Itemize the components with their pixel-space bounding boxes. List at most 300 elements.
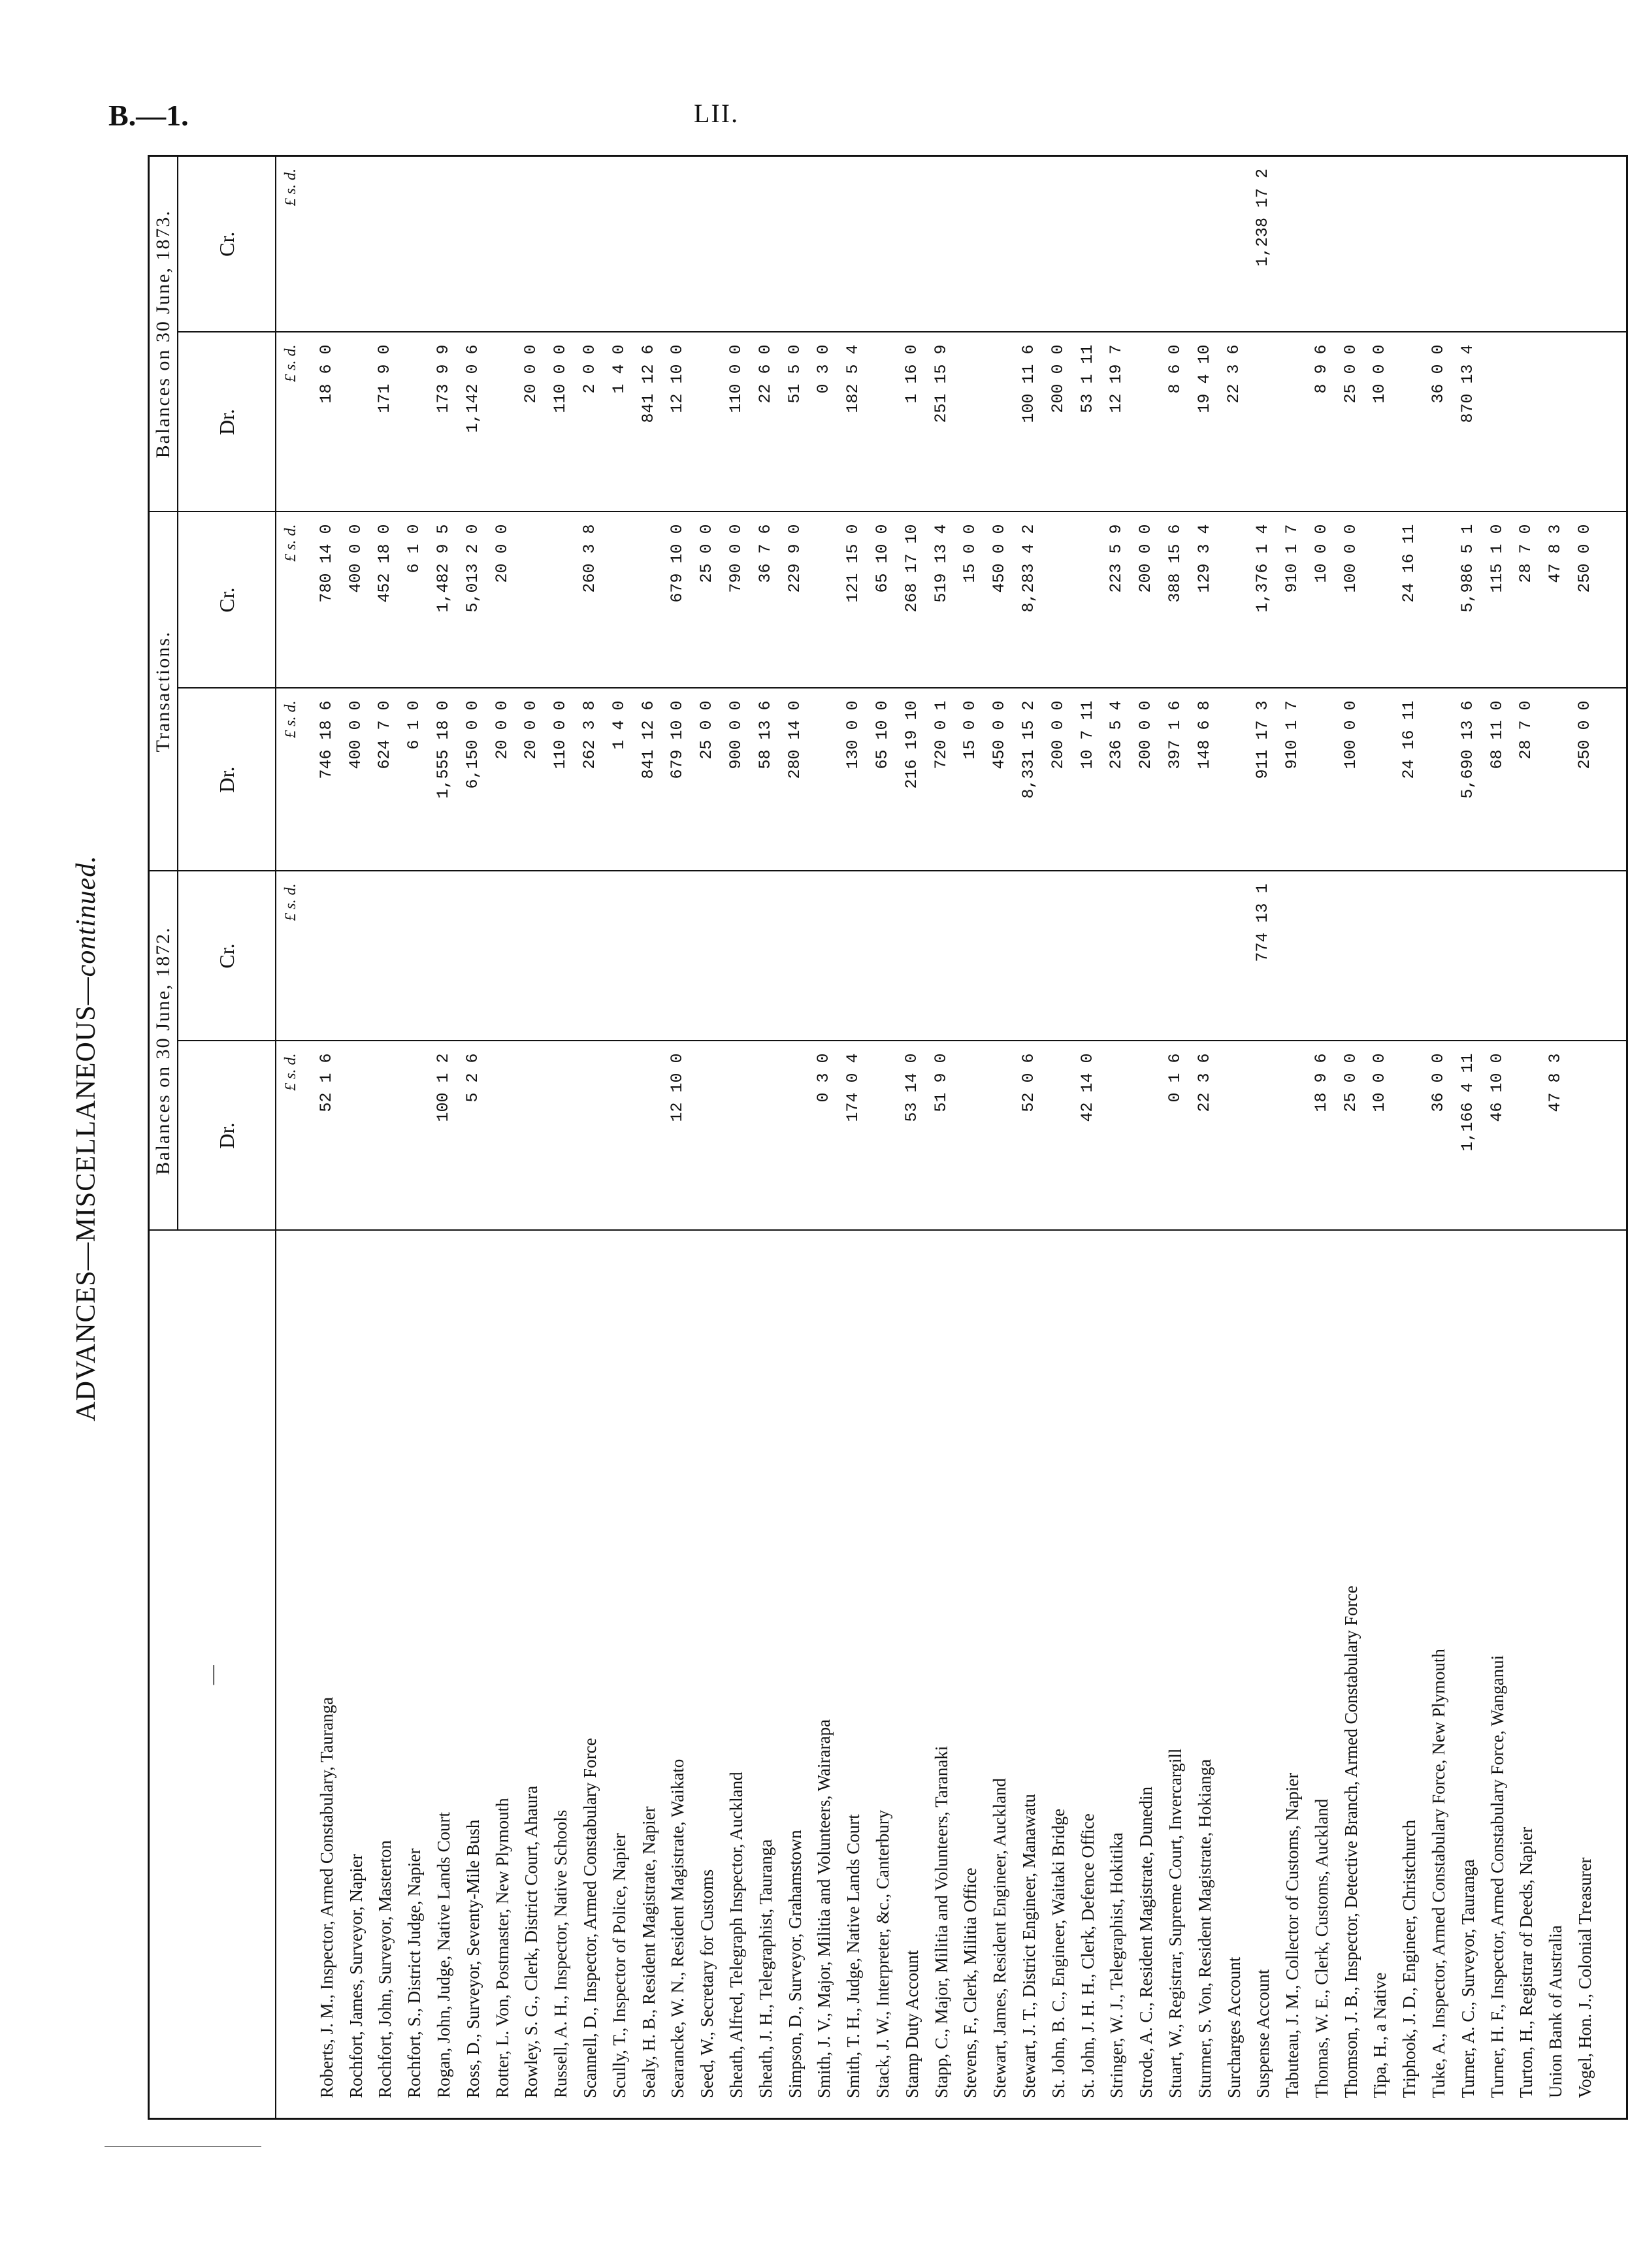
account-name: Tabuteau, J. M., Collector of Customs, Napier bbox=[1278, 1231, 1307, 2119]
table-row bbox=[1131, 155, 1161, 2118]
amount-tcr: 452 18 0 bbox=[370, 511, 400, 688]
amount-tcr: 679 10 0 bbox=[663, 511, 692, 688]
amount-b72cr bbox=[370, 871, 400, 1041]
amount-tdr bbox=[1424, 688, 1454, 871]
amount-b72dr bbox=[1512, 1041, 1541, 1231]
table-row bbox=[400, 155, 429, 2118]
amount-tcr: 1,376 1 4 bbox=[1248, 511, 1278, 688]
account-name: Stack, J. W., Interpreter, &c., Canterbury bbox=[868, 1231, 898, 2119]
amount-b73dr: 12 10 0 bbox=[663, 332, 692, 511]
amount-b72cr bbox=[868, 871, 898, 1041]
amount-b72dr bbox=[1044, 1041, 1073, 1231]
amount-tdr: 200 0 0 bbox=[1131, 688, 1161, 871]
amount-tdr: 130 0 0 bbox=[839, 688, 868, 871]
amount-b73dr: 19 4 10 bbox=[1190, 332, 1220, 511]
amount-b72dr: 46 10 0 bbox=[1483, 1041, 1512, 1231]
footer-rule bbox=[105, 2146, 261, 2163]
amount-b73dr: 18 6 0 bbox=[306, 332, 342, 511]
amount-b73cr bbox=[839, 155, 868, 332]
dr-header: Dr. bbox=[178, 1041, 276, 1231]
balances-1873-header: Balances on 30 June, 1873. bbox=[149, 155, 178, 511]
amount-b72cr bbox=[722, 871, 751, 1041]
amount-tdr: 624 7 0 bbox=[370, 688, 400, 871]
dr-header: Dr. bbox=[178, 688, 276, 871]
amount-b73cr bbox=[1131, 155, 1161, 332]
amount-b73dr bbox=[985, 332, 1015, 511]
amount-b73dr bbox=[1395, 332, 1424, 511]
amount-b72cr bbox=[898, 871, 927, 1041]
amount-b73cr bbox=[576, 155, 605, 332]
account-name: St. John, J. H. H., Clerk, Defence Office bbox=[1073, 1231, 1103, 2119]
amount-b73cr bbox=[956, 155, 985, 332]
table-row bbox=[1395, 155, 1424, 2118]
table-row bbox=[839, 155, 868, 2118]
amount-b73dr bbox=[342, 332, 371, 511]
account-name: St. John, B. C., Engineer, Waitaki Bridge bbox=[1044, 1231, 1073, 2119]
account-name: Thomas, W. E., Clerk, Customs, Auckland bbox=[1307, 1231, 1337, 2119]
amount-b73dr: 1 16 0 bbox=[898, 332, 927, 511]
table-row bbox=[692, 155, 722, 2118]
amount-b73cr bbox=[429, 155, 459, 332]
amount-b72dr bbox=[1278, 1041, 1307, 1231]
table-row bbox=[1337, 155, 1366, 2118]
amount-tdr: 450 0 0 bbox=[985, 688, 1015, 871]
account-name: Surcharges Account bbox=[1220, 1231, 1249, 2119]
amount-b72cr bbox=[1337, 871, 1366, 1041]
currency-units: £ s. d. bbox=[276, 511, 306, 688]
amount-b72dr bbox=[985, 1041, 1015, 1231]
amount-b73cr bbox=[722, 155, 751, 332]
amount-b73dr: 841 12 6 bbox=[634, 332, 664, 511]
account-name: Tuke, A., Inspector, Armed Constabulary Force, New Plymouth bbox=[1424, 1231, 1454, 2119]
transactions-header: Transactions. bbox=[149, 511, 178, 871]
amount-tdr: 68 11 0 bbox=[1483, 688, 1512, 871]
amount-tdr: 100 0 0 bbox=[1337, 688, 1366, 871]
amount-b73dr bbox=[1571, 332, 1627, 511]
amount-tdr: 911 17 3 bbox=[1248, 688, 1278, 871]
amount-b72cr bbox=[1307, 871, 1337, 1041]
amount-b73dr: 2 0 0 bbox=[576, 332, 605, 511]
amount-b72cr bbox=[1015, 871, 1044, 1041]
amount-b72cr bbox=[429, 871, 459, 1041]
amount-b72cr bbox=[1131, 871, 1161, 1041]
amount-tdr: 262 3 8 bbox=[576, 688, 605, 871]
table-row bbox=[868, 155, 898, 2118]
table-row bbox=[517, 155, 546, 2118]
cr-header: Cr. bbox=[178, 155, 276, 332]
title-main: ADVANCES—MISCELLANEOUS— bbox=[71, 977, 101, 1421]
amount-b73cr bbox=[1015, 155, 1044, 332]
amount-b73dr: 870 13 4 bbox=[1454, 332, 1483, 511]
amount-b72dr: 100 1 2 bbox=[429, 1041, 459, 1231]
amount-b73cr: 1,238 17 2 bbox=[1248, 155, 1278, 332]
amount-b73dr bbox=[1131, 332, 1161, 511]
amount-b72cr bbox=[1161, 871, 1190, 1041]
amount-b73cr bbox=[1424, 155, 1454, 332]
amount-b73cr bbox=[985, 155, 1015, 332]
amount-b72cr bbox=[546, 871, 576, 1041]
amount-tdr: 280 14 0 bbox=[781, 688, 810, 871]
amount-b73dr bbox=[1541, 332, 1571, 511]
balances-1872-header: Balances on 30 June, 1872. bbox=[149, 871, 178, 1231]
amount-b73cr bbox=[1395, 155, 1424, 332]
table-title bbox=[71, 157, 102, 2120]
amount-b72dr bbox=[781, 1041, 810, 1231]
currency-units: £ s. d. bbox=[276, 688, 306, 871]
amount-tdr bbox=[1541, 688, 1571, 871]
amount-b73cr bbox=[459, 155, 488, 332]
table-row bbox=[605, 155, 634, 2118]
amount-b72cr bbox=[956, 871, 985, 1041]
amount-tcr: 47 8 3 bbox=[1541, 511, 1571, 688]
amount-b73cr bbox=[1161, 155, 1190, 332]
amount-b72cr bbox=[663, 871, 692, 1041]
amount-b73cr bbox=[370, 155, 400, 332]
amount-tcr bbox=[1220, 511, 1249, 688]
amount-b72cr bbox=[634, 871, 664, 1041]
amount-b73dr: 100 11 6 bbox=[1015, 332, 1044, 511]
amount-b73cr bbox=[1278, 155, 1307, 332]
amount-tcr: 1,482 9 5 bbox=[429, 511, 459, 688]
table-row bbox=[956, 155, 985, 2118]
amount-tdr: 746 18 6 bbox=[306, 688, 342, 871]
amount-tdr: 841 12 6 bbox=[634, 688, 664, 871]
account-name: Turner, H. F., Inspector, Armed Constabulary Force, Wanganui bbox=[1483, 1231, 1512, 2119]
page-number: LII. bbox=[694, 99, 740, 128]
amount-b72cr bbox=[927, 871, 956, 1041]
table-row bbox=[1015, 155, 1044, 2118]
amount-b73cr bbox=[634, 155, 664, 332]
amount-b73cr bbox=[1454, 155, 1483, 332]
amount-b72cr bbox=[1424, 871, 1454, 1041]
amount-b72dr bbox=[605, 1041, 634, 1231]
amount-tdr: 216 19 10 bbox=[898, 688, 927, 871]
amount-b73cr bbox=[663, 155, 692, 332]
amount-b73cr bbox=[1365, 155, 1395, 332]
amount-tcr bbox=[634, 511, 664, 688]
amount-b72cr bbox=[488, 871, 517, 1041]
amount-tcr: 780 14 0 bbox=[306, 511, 342, 688]
amount-b72cr bbox=[1454, 871, 1483, 1041]
account-name: Roberts, J. M., Inspector, Armed Constabulary, Tauranga bbox=[306, 1231, 342, 2119]
amount-tcr: 24 16 11 bbox=[1395, 511, 1424, 688]
amount-b72dr bbox=[1102, 1041, 1131, 1231]
amount-b72dr bbox=[751, 1041, 781, 1231]
account-name: Turner, A. C., Surveyor, Tauranga bbox=[1454, 1231, 1483, 2119]
amount-b72dr: 0 1 6 bbox=[1161, 1041, 1190, 1231]
amount-tcr bbox=[605, 511, 634, 688]
table-row bbox=[1512, 155, 1541, 2118]
amount-tdr bbox=[1220, 688, 1249, 871]
account-name: Smith, T. H., Judge, Native Lands Court bbox=[839, 1231, 868, 2119]
amount-b72dr bbox=[868, 1041, 898, 1231]
amount-b73dr: 171 9 0 bbox=[370, 332, 400, 511]
amount-b72dr bbox=[400, 1041, 429, 1231]
amount-tcr: 250 0 0 bbox=[1571, 511, 1627, 688]
table-row bbox=[1220, 155, 1249, 2118]
amount-tcr: 8,283 4 2 bbox=[1015, 511, 1044, 688]
amount-b72cr bbox=[1541, 871, 1571, 1041]
amount-tcr: 129 3 4 bbox=[1190, 511, 1220, 688]
table-row bbox=[663, 155, 692, 2118]
account-name: Stuart, W., Registrar, Supreme Court, Invercargill bbox=[1161, 1231, 1190, 2119]
table-row bbox=[459, 155, 488, 2118]
amount-b72dr bbox=[1131, 1041, 1161, 1231]
amount-b72dr bbox=[722, 1041, 751, 1231]
amount-b72cr bbox=[576, 871, 605, 1041]
amount-b72dr bbox=[1248, 1041, 1278, 1231]
table-row bbox=[1190, 155, 1220, 2118]
amount-b72cr bbox=[605, 871, 634, 1041]
account-name: Stapp, C., Major, Militia and Volunteers, Taranaki bbox=[927, 1231, 956, 2119]
account-name: Simpson, D., Surveyor, Grahamstown bbox=[781, 1231, 810, 2119]
amount-tdr: 24 16 11 bbox=[1395, 688, 1424, 871]
amount-b72dr: 12 10 0 bbox=[663, 1041, 692, 1231]
cr-header: Cr. bbox=[178, 511, 276, 688]
table-row bbox=[1044, 155, 1073, 2118]
amount-b73dr bbox=[1278, 332, 1307, 511]
table-row bbox=[1307, 155, 1337, 2118]
table-row bbox=[1102, 155, 1131, 2118]
amount-b72cr bbox=[1365, 871, 1395, 1041]
table-row bbox=[370, 155, 400, 2118]
amount-b72cr bbox=[1073, 871, 1103, 1041]
amount-b73cr bbox=[400, 155, 429, 332]
table-row bbox=[576, 155, 605, 2118]
amount-b72cr bbox=[1278, 871, 1307, 1041]
amount-b72cr bbox=[1483, 871, 1512, 1041]
amount-b73dr bbox=[956, 332, 985, 511]
table-row bbox=[306, 155, 342, 2118]
table-row bbox=[809, 155, 839, 2118]
account-name: Sheath, J. H., Telegraphist, Tauranga bbox=[751, 1231, 781, 2119]
amount-b72dr: 53 14 0 bbox=[898, 1041, 927, 1231]
amount-b72cr: 774 13 1 bbox=[1248, 871, 1278, 1041]
amount-b73dr: 251 15 9 bbox=[927, 332, 956, 511]
amount-b73cr bbox=[927, 155, 956, 332]
account-name: Rochfort, James, Surveyor, Napier bbox=[342, 1231, 371, 2119]
amount-b73dr: 8 6 0 bbox=[1161, 332, 1190, 511]
amount-b73cr bbox=[546, 155, 576, 332]
amount-b73cr bbox=[868, 155, 898, 332]
amount-b72dr bbox=[1395, 1041, 1424, 1231]
account-name: Rochfort, John, Surveyor, Masterton bbox=[370, 1231, 400, 2119]
amount-b73cr bbox=[1512, 155, 1541, 332]
account-name: Rotter, L. Von, Postmaster, New Plymouth bbox=[488, 1231, 517, 2119]
account-name: Turton, H., Registrar of Deeds, Napier bbox=[1512, 1231, 1541, 2119]
table-row bbox=[1248, 155, 1278, 2118]
amount-b72cr bbox=[781, 871, 810, 1041]
amount-b72dr: 52 0 6 bbox=[1015, 1041, 1044, 1231]
amount-b72dr: 52 1 6 bbox=[306, 1041, 342, 1231]
amount-b72dr bbox=[1571, 1041, 1627, 1231]
amount-b73cr bbox=[517, 155, 546, 332]
amount-tdr: 58 13 6 bbox=[751, 688, 781, 871]
amount-b73dr: 22 6 0 bbox=[751, 332, 781, 511]
amount-b72dr: 0 3 0 bbox=[809, 1041, 839, 1231]
amount-b73dr: 20 0 0 bbox=[517, 332, 546, 511]
amount-tdr: 28 7 0 bbox=[1512, 688, 1541, 871]
account-name: Scannell, D., Inspector, Armed Constabulary Force bbox=[576, 1231, 605, 2119]
amount-tcr: 450 0 0 bbox=[985, 511, 1015, 688]
amount-b73cr bbox=[1073, 155, 1103, 332]
amount-b72cr bbox=[751, 871, 781, 1041]
amount-b73cr bbox=[1571, 155, 1627, 332]
amount-tdr: 110 0 0 bbox=[546, 688, 576, 871]
amount-tcr: 5,013 2 0 bbox=[459, 511, 488, 688]
account-name: Stringer, W. J., Telegraphist, Hokitika bbox=[1102, 1231, 1131, 2119]
amount-tcr: 388 15 6 bbox=[1161, 511, 1190, 688]
amount-tdr: 6 1 0 bbox=[400, 688, 429, 871]
amount-b73dr: 200 0 0 bbox=[1044, 332, 1073, 511]
advances-table bbox=[148, 155, 1628, 2120]
currency-units: £ s. d. bbox=[276, 871, 306, 1041]
amount-b72cr bbox=[517, 871, 546, 1041]
account-name: Union Bank of Australia bbox=[1541, 1231, 1571, 2119]
amount-tcr: 260 3 8 bbox=[576, 511, 605, 688]
amount-b73dr: 173 9 9 bbox=[429, 332, 459, 511]
amount-b72dr bbox=[576, 1041, 605, 1231]
amount-b73cr bbox=[1541, 155, 1571, 332]
amount-tdr: 65 10 0 bbox=[868, 688, 898, 871]
amount-tdr: 200 0 0 bbox=[1044, 688, 1073, 871]
amount-b73cr bbox=[809, 155, 839, 332]
table-row bbox=[1483, 155, 1512, 2118]
amount-b72cr bbox=[1044, 871, 1073, 1041]
amount-b73dr bbox=[692, 332, 722, 511]
table-row bbox=[781, 155, 810, 2118]
amount-tdr: 1,555 18 0 bbox=[429, 688, 459, 871]
account-name: Stewart, J. T., District Engineer, Manawatu bbox=[1015, 1231, 1044, 2119]
amount-b73dr bbox=[1512, 332, 1541, 511]
account-name: Stewart, James, Resident Engineer, Auckland bbox=[985, 1231, 1015, 2119]
amount-tdr: 720 0 1 bbox=[927, 688, 956, 871]
account-name: Ross, D., Surveyor, Seventy-Mile Bush bbox=[459, 1231, 488, 2119]
table-row bbox=[1571, 155, 1627, 2118]
amount-b73dr: 8 9 6 bbox=[1307, 332, 1337, 511]
table-row bbox=[985, 155, 1015, 2118]
account-name: Sheath, Alfred, Telegraph Inspector, Auckland bbox=[722, 1231, 751, 2119]
amount-tcr: 28 7 0 bbox=[1512, 511, 1541, 688]
account-name: Rochfort, S., District Judge, Napier bbox=[400, 1231, 429, 2119]
amount-b72cr bbox=[459, 871, 488, 1041]
amount-tcr bbox=[809, 511, 839, 688]
dr-header: Dr. bbox=[178, 332, 276, 511]
amount-b72dr: 36 0 0 bbox=[1424, 1041, 1454, 1231]
account-name: Triphook, J. D., Engineer, Christchurch bbox=[1395, 1231, 1424, 2119]
amount-tcr: 100 0 0 bbox=[1337, 511, 1366, 688]
amount-b73cr bbox=[306, 155, 342, 332]
amount-b73dr: 1 4 0 bbox=[605, 332, 634, 511]
blank-cell bbox=[276, 1231, 306, 2119]
table-row bbox=[1454, 155, 1483, 2118]
amount-tdr: 900 0 0 bbox=[722, 688, 751, 871]
amount-b73dr bbox=[488, 332, 517, 511]
amount-tcr bbox=[517, 511, 546, 688]
amount-b72cr bbox=[839, 871, 868, 1041]
amount-b72dr bbox=[634, 1041, 664, 1231]
amount-b72dr: 174 0 4 bbox=[839, 1041, 868, 1231]
amount-tcr bbox=[1424, 511, 1454, 688]
amount-tcr bbox=[546, 511, 576, 688]
account-name: Stevens, F., Clerk, Militia Office bbox=[956, 1231, 985, 2119]
amount-b72dr bbox=[956, 1041, 985, 1231]
amount-tdr: 148 6 8 bbox=[1190, 688, 1220, 871]
table-row bbox=[1541, 155, 1571, 2118]
amount-b73dr: 53 1 11 bbox=[1073, 332, 1103, 511]
account-name: Russell, A. H., Inspector, Native Schools bbox=[546, 1231, 576, 2119]
account-name: Sealy, H. B., Resident Magistrate, Napier bbox=[634, 1231, 664, 2119]
table-row bbox=[1073, 155, 1103, 2118]
table-row bbox=[546, 155, 576, 2118]
amount-tdr: 10 7 11 bbox=[1073, 688, 1103, 871]
account-name: Stamp Duty Account bbox=[898, 1231, 927, 2119]
account-name: Tipa, H., a Native bbox=[1365, 1231, 1395, 2119]
rotated-table-block bbox=[71, 157, 1595, 2120]
amount-b72dr bbox=[488, 1041, 517, 1231]
amount-tcr: 15 0 0 bbox=[956, 511, 985, 688]
amount-b72cr bbox=[306, 871, 342, 1041]
table-row bbox=[1161, 155, 1190, 2118]
amount-b73dr: 12 19 7 bbox=[1102, 332, 1131, 511]
table-row bbox=[751, 155, 781, 2118]
amount-tcr bbox=[1044, 511, 1073, 688]
amount-b73cr bbox=[1044, 155, 1073, 332]
amount-tcr: 400 0 0 bbox=[342, 511, 371, 688]
amount-b73dr bbox=[868, 332, 898, 511]
amount-tdr: 20 0 0 bbox=[488, 688, 517, 871]
amount-b72dr bbox=[1220, 1041, 1249, 1231]
amount-tdr bbox=[1365, 688, 1395, 871]
amount-b73cr bbox=[692, 155, 722, 332]
amount-b72dr: 18 9 6 bbox=[1307, 1041, 1337, 1231]
amount-b73dr: 182 5 4 bbox=[839, 332, 868, 511]
amount-b72dr: 5 2 6 bbox=[459, 1041, 488, 1231]
amount-b72cr bbox=[342, 871, 371, 1041]
amount-b72dr bbox=[517, 1041, 546, 1231]
title-suffix: continued. bbox=[71, 855, 101, 977]
amount-b73dr bbox=[1248, 332, 1278, 511]
table-row bbox=[1424, 155, 1454, 2118]
table-row bbox=[927, 155, 956, 2118]
amount-b73cr bbox=[1102, 155, 1131, 332]
amount-tdr bbox=[1307, 688, 1337, 871]
amount-tcr: 790 0 0 bbox=[722, 511, 751, 688]
table-row bbox=[429, 155, 459, 2118]
amount-b73cr bbox=[1483, 155, 1512, 332]
amount-b72cr bbox=[1512, 871, 1541, 1041]
cr-header: Cr. bbox=[178, 871, 276, 1041]
amount-tcr: 229 9 0 bbox=[781, 511, 810, 688]
amount-tdr: 6,150 0 0 bbox=[459, 688, 488, 871]
currency-units: £ s. d. bbox=[276, 155, 306, 332]
account-name: Scully, T., Inspector of Police, Napier bbox=[605, 1231, 634, 2119]
amount-b72dr: 42 14 0 bbox=[1073, 1041, 1103, 1231]
amount-b73cr bbox=[342, 155, 371, 332]
amount-tcr: 36 7 6 bbox=[751, 511, 781, 688]
amount-tdr bbox=[809, 688, 839, 871]
name-column-header: — bbox=[149, 1231, 276, 2119]
amount-b73dr: 110 0 0 bbox=[722, 332, 751, 511]
amount-b73dr: 0 3 0 bbox=[809, 332, 839, 511]
amount-b73dr: 10 0 0 bbox=[1365, 332, 1395, 511]
amount-tcr: 25 0 0 bbox=[692, 511, 722, 688]
account-name: Smith, J. V., Major, Militia and Volunteers, Wairarapa bbox=[809, 1231, 839, 2119]
amount-tdr: 5,690 13 6 bbox=[1454, 688, 1483, 871]
amount-tdr: 397 1 6 bbox=[1161, 688, 1190, 871]
amount-tdr: 8,331 15 2 bbox=[1015, 688, 1044, 871]
amount-b73cr bbox=[1220, 155, 1249, 332]
